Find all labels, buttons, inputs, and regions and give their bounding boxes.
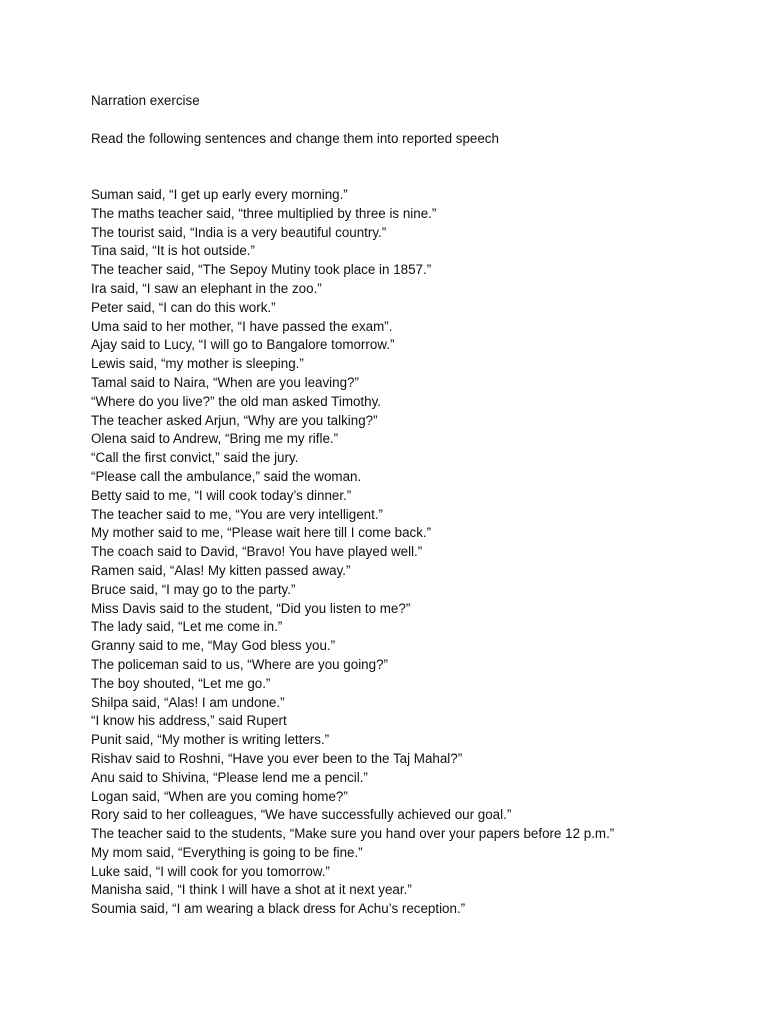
sentence-item: Uma said to her mother, “I have passed the exam”.: [91, 318, 393, 334]
sentence-item: Tina said, “It is hot outside.”: [91, 243, 255, 259]
sentence-item: The teacher asked Arjun, “Why are you talking?”: [91, 412, 378, 428]
sentence-item: “Call the first convict,” said the jury.: [91, 450, 299, 466]
sentence-item: My mother said to me, “Please wait here till I come back.”: [91, 525, 432, 541]
sentence-item: The teacher said, “The Sepoy Mutiny took place in 1857.”: [91, 262, 432, 278]
sentence-item: The lady said, “Let me come in.”: [91, 619, 283, 635]
sentence-item: Betty said to me, “I will cook today’s dinner.”: [91, 487, 352, 503]
sentence-item: Ajay said to Lucy, “I will go to Bangalore tomorrow.”: [91, 337, 395, 353]
sentence-item: The tourist said, “India is a very beautiful country.”: [91, 224, 387, 240]
sentence-item: The coach said to David, “Bravo! You have played well.”: [91, 544, 423, 560]
sentence-item: Tamal said to Naira, “When are you leaving?”: [91, 374, 359, 390]
sentence-item: The boy shouted, “Let me go.”: [91, 675, 271, 691]
sentence-item: The policeman said to us, “Where are you going?”: [91, 656, 388, 672]
sentence-item: Logan said, “When are you coming home?”: [91, 788, 348, 804]
sentence-item: The teacher said to me, “You are very intelligent.”: [91, 506, 384, 522]
sentence-item: Rory said to her colleagues, “We have successfully achieved our goal.”: [91, 807, 512, 823]
instruction-text: Read the following sentences and change them into reported speech: [91, 131, 499, 146]
sentence-list: [91, 186, 614, 919]
sentence-item: Punit said, “My mother is writing letters.”: [91, 732, 330, 748]
sentence-item: “Where do you live?” the old man asked Timothy.: [91, 393, 382, 409]
sentence-item: Anu said to Shivina, “Please lend me a pencil.”: [91, 769, 368, 785]
sentence-item: “I know his address,” said Rupert: [91, 713, 287, 729]
sentence-item: Rishav said to Roshni, “Have you ever been to the Taj Mahal?”: [91, 750, 463, 766]
sentence-item: Suman said, “I get up early every morning.”: [91, 187, 348, 202]
sentence-item: The maths teacher said, “three multiplied by three is nine.”: [91, 205, 437, 221]
sentence-item: The teacher said to the students, “Make sure you hand over your papers before 12 p.m.”: [91, 826, 615, 842]
sentence-item: My mom said, “Everything is going to be fine.”: [91, 844, 363, 860]
sentence-item: Soumia said, “I am wearing a black dress for Achu’s reception.”: [91, 901, 466, 917]
sentence-item: Shilpa said, “Alas! I am undone.”: [91, 694, 285, 710]
sentence-item: “Please call the ambulance,” said the woman.: [91, 468, 362, 484]
sentence-item: Manisha said, “I think I will have a shot at it next year.”: [91, 882, 412, 898]
sentence-item: Miss Davis said to the student, “Did you listen to me?”: [91, 600, 411, 616]
sentence-item: Luke said, “I will cook for you tomorrow.”: [91, 863, 330, 879]
sentence-item: Ramen said, “Alas! My kitten passed away.”: [91, 562, 351, 578]
sentence-item: Granny said to me, “May God bless you.”: [91, 638, 336, 654]
sentence-item: Ira said, “I saw an elephant in the zoo.”: [91, 280, 322, 296]
sentence-item: Bruce said, “I may go to the party.”: [91, 581, 296, 597]
sentence-item: Lewis said, “my mother is sleeping.”: [91, 356, 304, 372]
document-title: Narration exercise: [91, 93, 200, 108]
sentence-item: Olena said to Andrew, “Bring me my rifle.”: [91, 431, 339, 447]
sentence-item: Peter said, “I can do this work.”: [91, 299, 276, 315]
